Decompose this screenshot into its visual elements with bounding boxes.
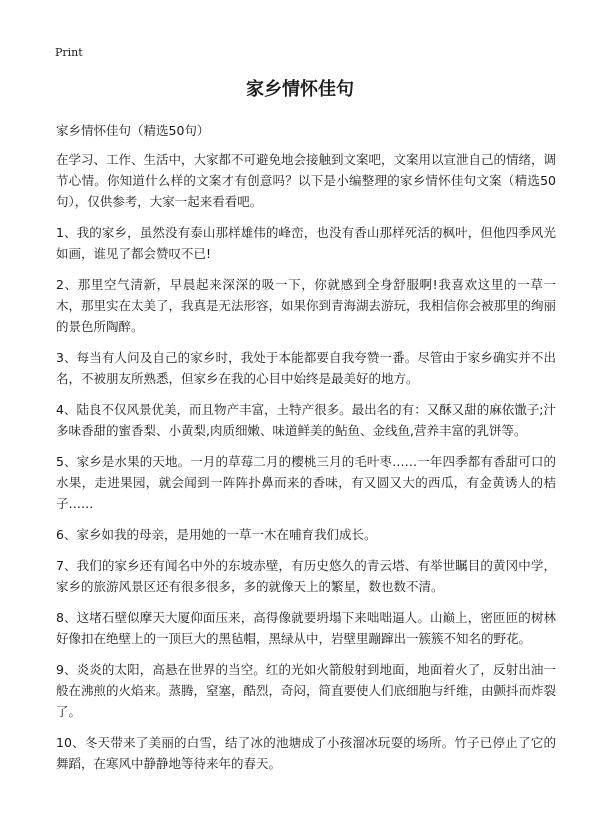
article-subtitle: 家乡情怀佳句（精选50句） <box>56 123 210 138</box>
quote-paragraph: 2、那里空气清新，早晨起来深深的吸一下，你就感到全身舒服啊!我喜欢这里的一草一木，那里实在太美了，我真是无法形容，如果你到青海湖去游玩，我相信你会被那里的绚丽的景色所陶醉。 <box>56 277 557 334</box>
quote-paragraph: 4、陆良不仅风景优美，而且物产丰富，土特产很多。最出名的有：又酥又甜的麻依馓子;汁多味香甜的蜜香梨、小黄梨,肉质细嫩、味道鲜美的鲇鱼、金线鱼,营养丰富的乳饼等。 <box>56 402 556 438</box>
quote-paragraph: 3、每当有人问及自己的家乡时，我处于本能都要自我夸赞一番。尽管由于家乡确实并不出名，不被朋友所熟悉，但家乡在我的心目中始终是最美好的地方。 <box>56 350 556 386</box>
article-body <box>56 120 556 784</box>
quote-paragraph: 1、我的家乡，虽然没有泰山那样雄伟的峰峦，也没有香山那样死活的枫叶，但他四季风光如画，谁见了都会赞叹不已! <box>56 225 556 261</box>
quote-paragraph: 6、家乡如我的母亲，是用她的一草一木在哺育我们成长。 <box>56 527 377 542</box>
intro-paragraph: 在学习、工作、生活中，大家都不可避免地会接触到文案吧，文案用以宣泄自己的情绪，调节心情。你知道什么样的文案才有创意吗？以下是小编整理的家乡情怀佳句文案（精选50句），仅供参考，大家一起来看看吧。 <box>56 152 557 209</box>
quote-paragraph: 10、冬天带来了美丽的白雪，结了冰的池塘成了小孩溜冰玩耍的场所。竹子已停止了它的舞蹈，在寒风中静静地等待来年的春天。 <box>56 735 556 771</box>
print-link[interactable]: Print <box>55 46 83 59</box>
page-title: 家乡情怀佳句 <box>246 79 354 100</box>
quote-paragraph: 7、我们的家乡还有闻名中外的东坡赤壁，有历史悠久的青云塔、有举世瞩目的黄冈中学，家乡的旅游风景区还有很多很多，多的就像天上的繁星，数也数不清。 <box>56 558 556 594</box>
quote-paragraph: 9、炎炎的太阳，高悬在世界的当空。红的光如火箭般射到地面，地面着火了，反射出油一般在沸煎的火焰来。蒸腾，窒塞，酷烈，奇闷，简直要使人们底细胞与纤维，由颤抖而炸裂了。 <box>56 662 557 719</box>
quote-paragraph: 8、这堵石壁似摩天大厦仰面压来，高得像就要坍塌下来咄咄逼人。山巅上，密匝匝的树林好像扣在绝壁上的一顶巨大的黑毡帽，黑绿从中，岩壁里蹦蹿出一簇簇不知名的野花。 <box>56 610 556 646</box>
quote-paragraph: 5、家乡是水果的天地。一月的草莓二月的樱桃三月的毛叶枣……一年四季都有香甜可口的水果，走进果园，就会闻到一阵阵扑鼻而来的香味，有又圆又大的西瓜，有金黄诱人的桔子…… <box>56 454 556 511</box>
